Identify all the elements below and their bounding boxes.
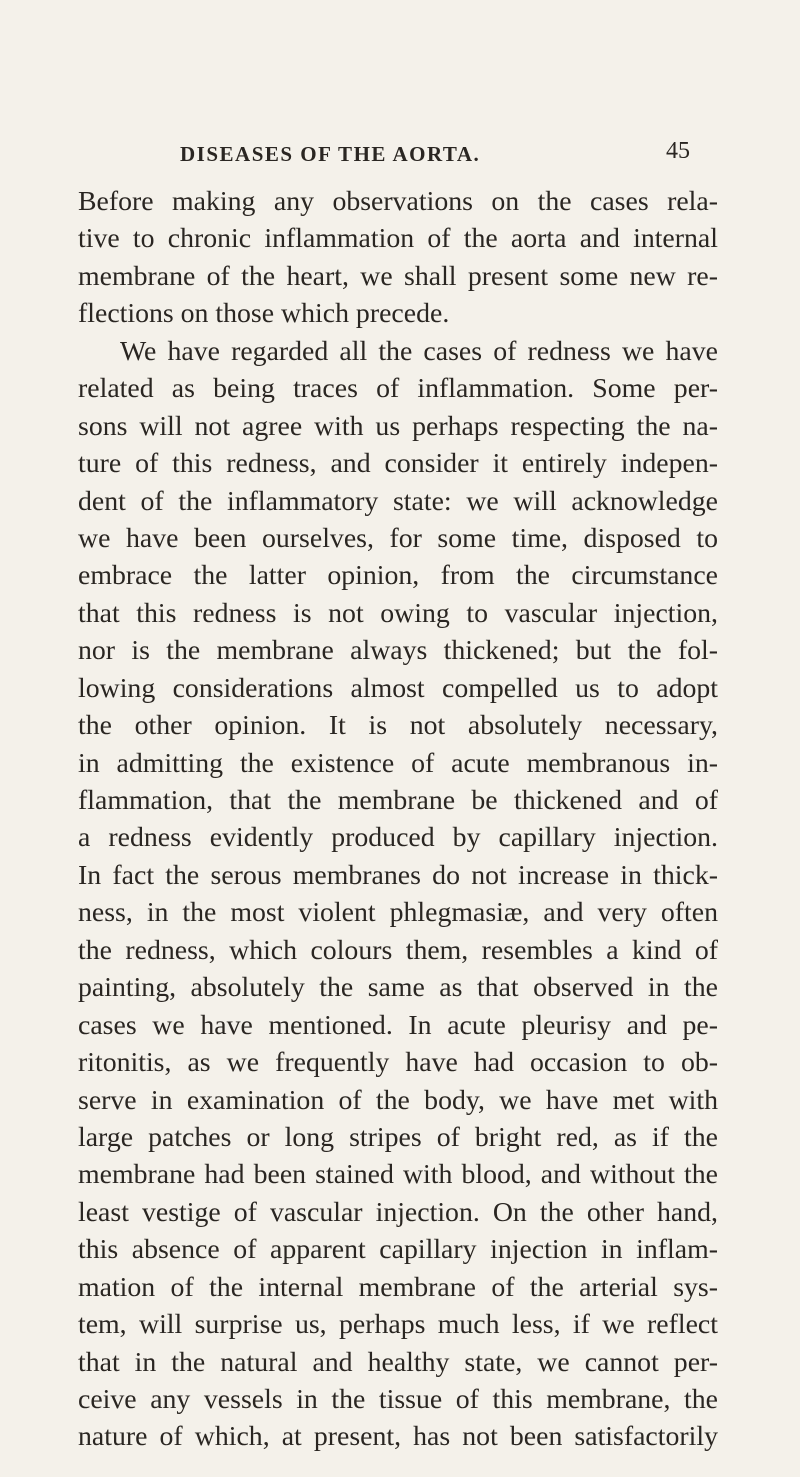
text-line: related as being traces of inflammation. Some per- [78, 373, 718, 405]
text-line: that in the natural and healthy state, we cannot per- [78, 1346, 718, 1378]
text-line: tive to chronic inflammation of the aorta and internal [78, 223, 718, 255]
text-line: lowing considerations almost compelled us to adopt [78, 672, 718, 704]
running-title: DISEASES OF THE AORTA. [180, 142, 481, 166]
text-line: ture of this redness, and consider it entirely indepen- [78, 448, 718, 480]
text-line: we have been ourselves, for some time, disposed to [78, 522, 718, 554]
page-number: 45 [666, 138, 690, 164]
text-line: ness, in the most violent phlegmasiæ, and very often [78, 897, 718, 929]
text-line: tem, will surprise us, perhaps much less, if we reflect [78, 1309, 718, 1341]
text-line: that this redness is not owing to vascular injection, [78, 597, 718, 629]
text-line: flammation, that the membrane be thickened and of [78, 785, 718, 816]
text-line: sons will not agree with us perhaps respecting the na- [78, 410, 718, 442]
text-line: in admitting the existence of acute membranous in- [78, 747, 718, 779]
text-line: nor is the membrane always thickened; but the fol- [78, 635, 718, 667]
text-line: a redness evidently produced by capillary injection. [78, 822, 718, 854]
text-line: large patches or long stripes of bright red, as if the [78, 1121, 718, 1153]
text-line: We have regarded all the cases of redness we have [120, 335, 718, 367]
text-line: membrane had been stained with blood, and without the [78, 1159, 718, 1191]
text-line: the other opinion. It is not absolutely necessary, [78, 710, 718, 742]
text-line: cases we have mentioned. In acute pleurisy and pe- [78, 1009, 718, 1041]
text-line: nature of which, at present, has not been satisfactorily [78, 1421, 718, 1453]
text-line: least vestige of vascular injection. On the other hand, [78, 1196, 718, 1228]
text-line: embrace the latter opinion, from the circumstance [78, 560, 718, 592]
text-line: serve in examination of the body, we have met with [78, 1084, 718, 1116]
text-line: In fact the serous membranes do not increase in thick- [78, 859, 718, 891]
running-head [180, 138, 690, 172]
text-line: painting, absolutely the same as that observed in the [78, 972, 718, 1004]
text-line: the redness, which colours them, resembles a kind of [78, 934, 718, 966]
text-line: ritonitis, as we frequently have had occasion to ob- [78, 1047, 718, 1079]
text-line: dent of the inflammatory state: we will acknowledge [78, 485, 718, 517]
text-line: flections on those which precede. [78, 298, 450, 330]
text-line: membrane of the heart, we shall present some new re- [78, 260, 718, 292]
text-line: mation of the internal membrane of the arterial sys- [78, 1271, 718, 1303]
text-line: this absence of apparent capillary injection in inflam- [78, 1234, 718, 1266]
text-line: Before making any observations on the cases rela- [78, 186, 718, 217]
text-line: ceive any vessels in the tissue of this membrane, the [78, 1384, 718, 1415]
body-text [78, 183, 718, 1456]
